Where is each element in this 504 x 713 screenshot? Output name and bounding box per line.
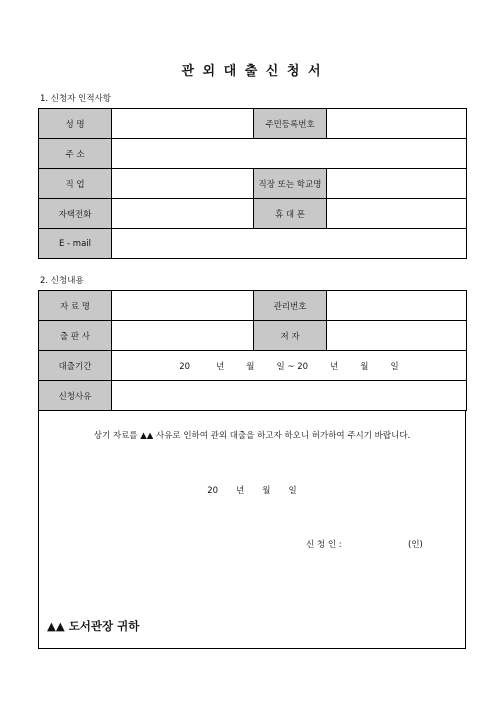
material-label: 자 료 명 bbox=[39, 291, 112, 321]
loan-period-field[interactable]: 20 년 월 일 ~ 20 년 월 일 bbox=[112, 351, 467, 381]
row-name bbox=[39, 109, 467, 139]
form-title: 관 외 대 출 신 청 서 bbox=[181, 64, 323, 79]
management-number-field[interactable] bbox=[327, 291, 467, 321]
section2-heading: 2. 신청내용 bbox=[40, 276, 84, 286]
mobile-label: 휴 대 폰 bbox=[254, 199, 327, 229]
personal-info-table bbox=[38, 108, 467, 259]
addressee: ▲▲ 도서관장 귀하 bbox=[47, 619, 140, 633]
row-reason bbox=[39, 381, 467, 411]
row-phone bbox=[39, 199, 467, 229]
address-field[interactable] bbox=[112, 139, 467, 169]
declaration-text: 상기 자료를 ▲▲ 사유로 인하여 관외 대출을 하고자 하오니 허가하여 주시기 바랍니다. bbox=[93, 431, 411, 441]
email-label: E - mail bbox=[39, 229, 112, 259]
reason-label: 신청사유 bbox=[39, 381, 112, 411]
workplace-label: 직장 또는 학교명 bbox=[254, 169, 327, 199]
material-field[interactable] bbox=[112, 291, 254, 321]
resident-number-field[interactable] bbox=[327, 109, 467, 139]
resident-number-label: 주민등록번호 bbox=[254, 109, 327, 139]
row-email bbox=[39, 229, 467, 259]
section1-heading: 1. 신청자 인적사항 bbox=[40, 94, 111, 104]
declaration-box bbox=[38, 410, 466, 649]
loan-period-label: 대출기간 bbox=[39, 351, 112, 381]
row-occupation bbox=[39, 169, 467, 199]
reason-field[interactable] bbox=[112, 381, 467, 411]
address-label: 주 소 bbox=[39, 139, 112, 169]
author-label: 저 자 bbox=[254, 321, 327, 351]
mobile-field[interactable] bbox=[327, 199, 467, 229]
row-publisher bbox=[39, 321, 467, 351]
name-label: 성 명 bbox=[39, 109, 112, 139]
occupation-label: 직 업 bbox=[39, 169, 112, 199]
publisher-field[interactable] bbox=[112, 321, 254, 351]
occupation-field[interactable] bbox=[112, 169, 254, 199]
management-number-label: 관리번호 bbox=[254, 291, 327, 321]
applicant-label: 신 청 인 : bbox=[306, 540, 342, 550]
author-field[interactable] bbox=[327, 321, 467, 351]
workplace-field[interactable] bbox=[327, 169, 467, 199]
row-material bbox=[39, 291, 467, 321]
publisher-label: 출 판 사 bbox=[39, 321, 112, 351]
email-field[interactable] bbox=[112, 229, 467, 259]
declaration-date: 20 년 월 일 bbox=[207, 486, 297, 496]
row-period bbox=[39, 351, 467, 381]
request-info-table bbox=[38, 290, 467, 411]
home-phone-label: 자택전화 bbox=[39, 199, 112, 229]
name-field[interactable] bbox=[112, 109, 254, 139]
home-phone-field[interactable] bbox=[112, 199, 254, 229]
seal-label: (인) bbox=[408, 540, 423, 550]
row-address bbox=[39, 139, 467, 169]
